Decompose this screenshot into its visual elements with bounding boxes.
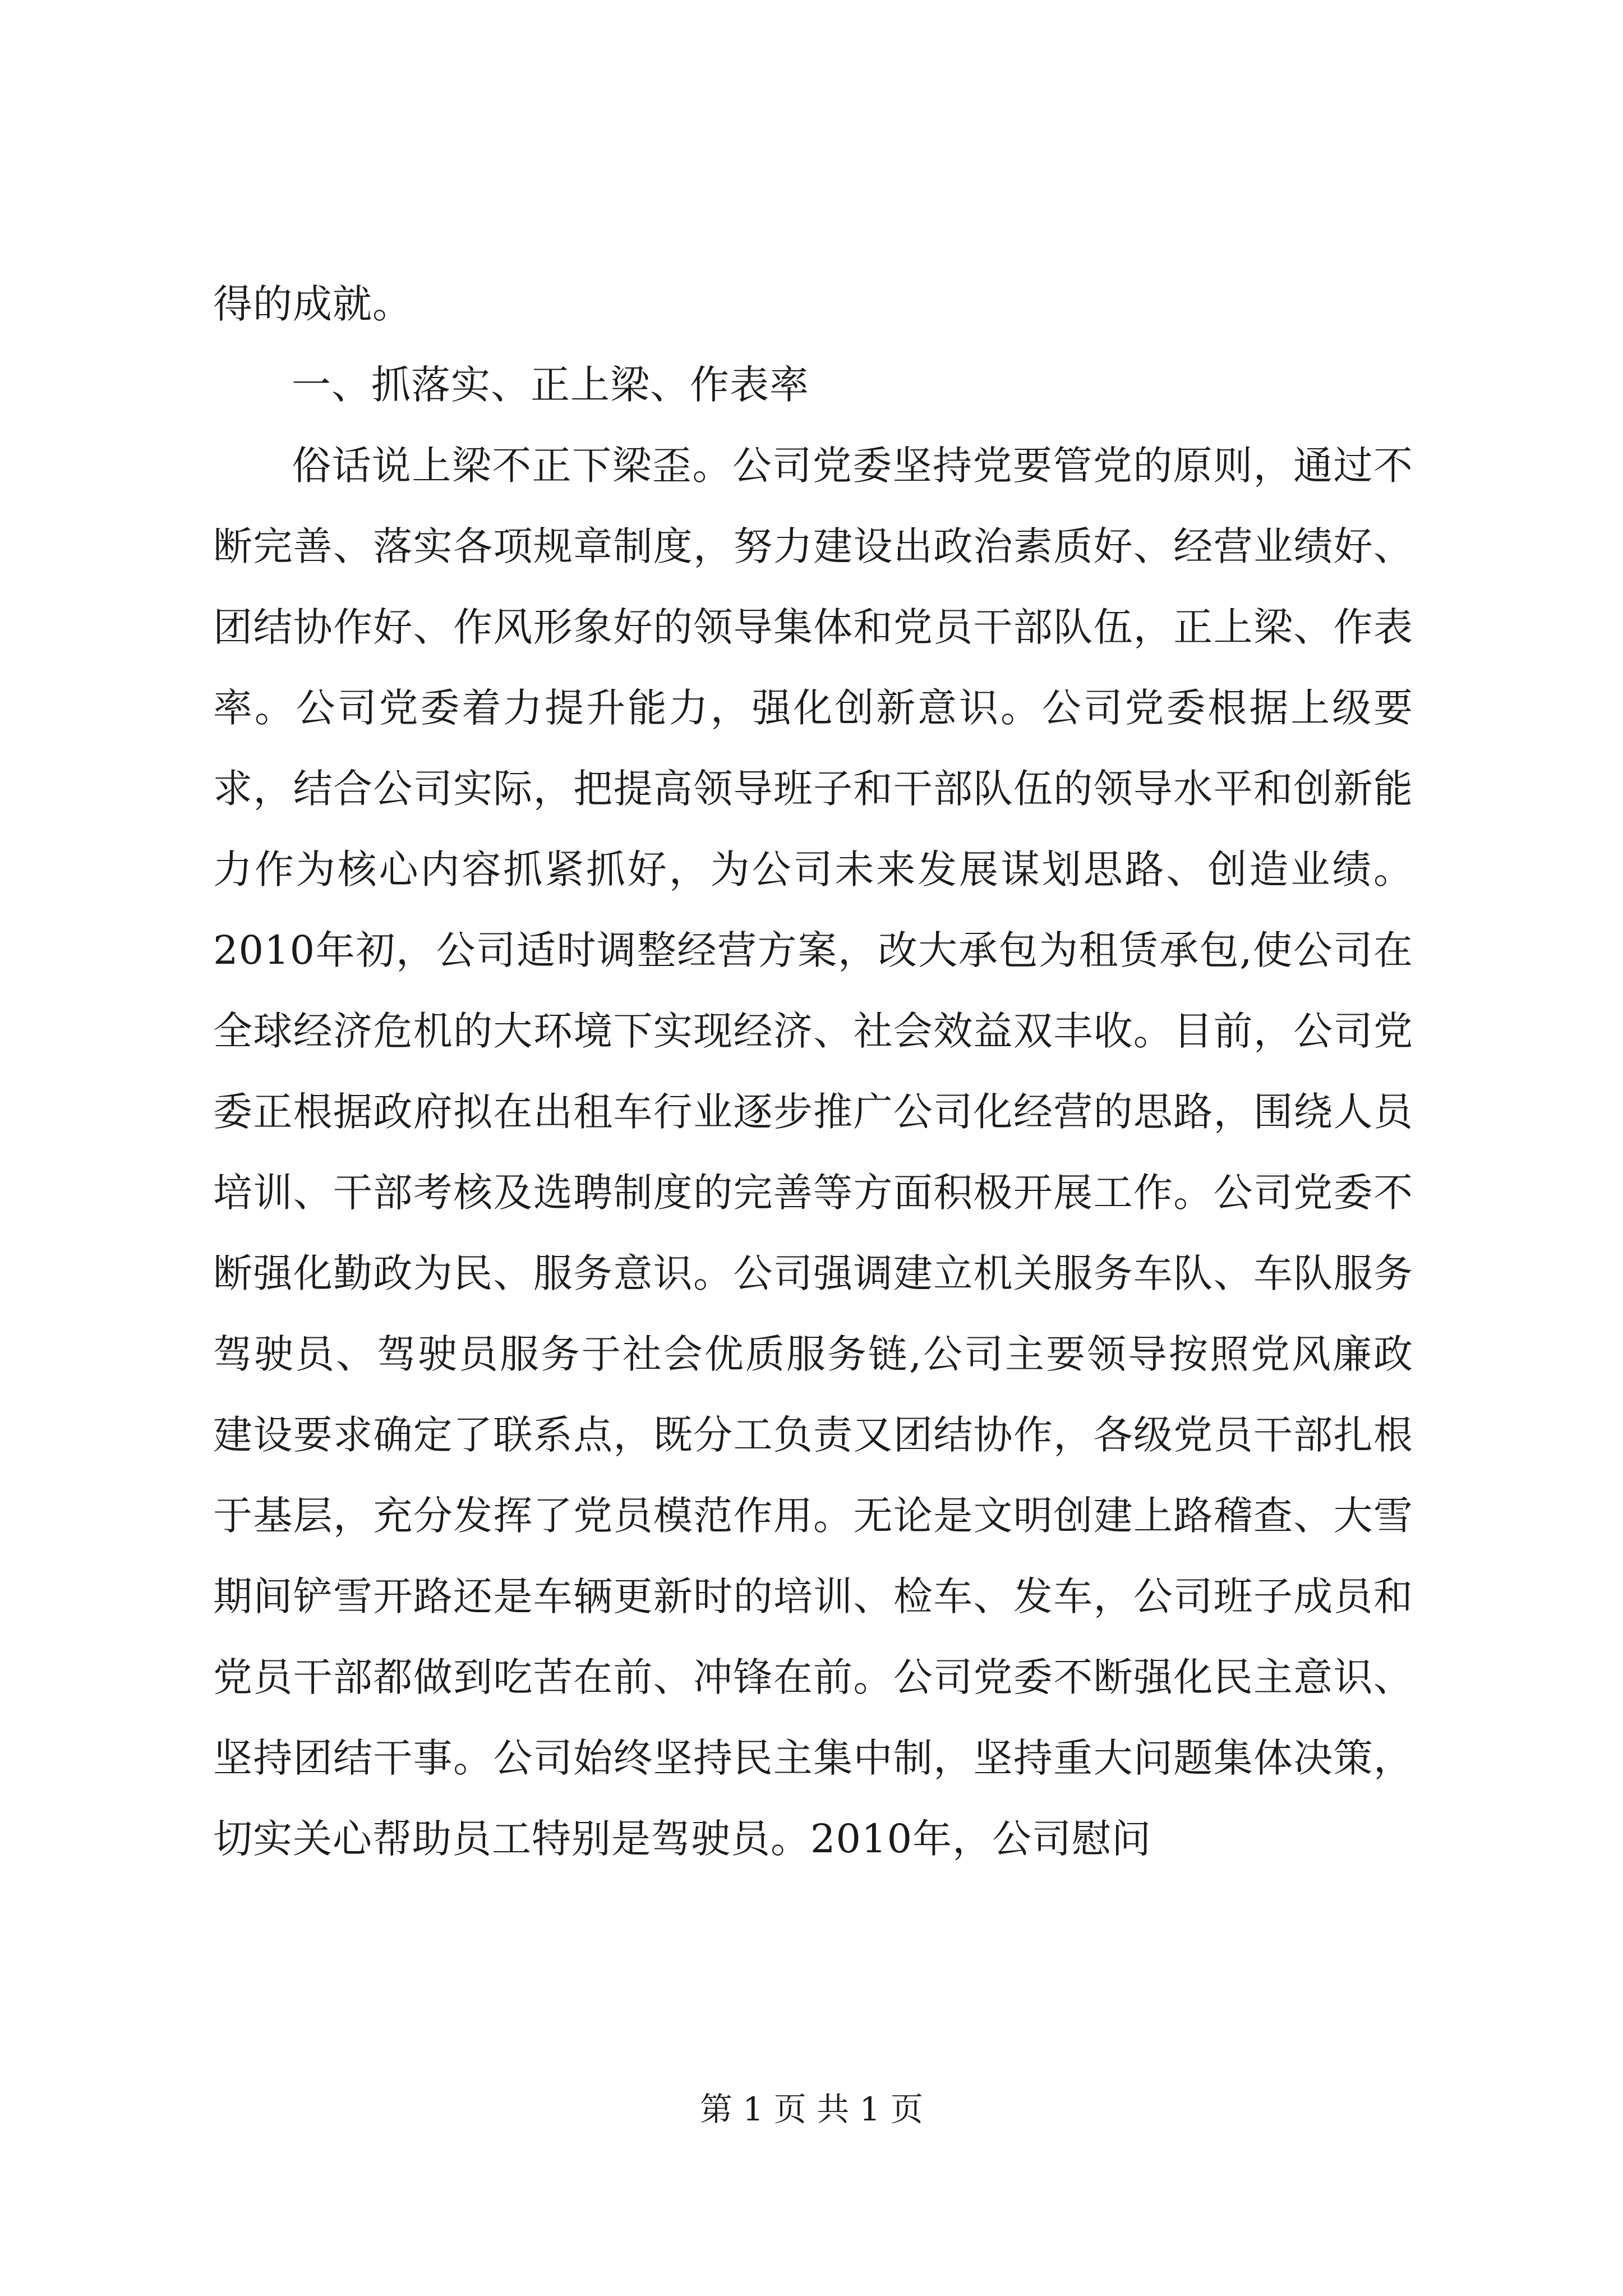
page-indicator: 第 1 页 共 1 页: [700, 2090, 923, 2128]
section-heading: 一、抓落实、正上梁、作表率: [292, 362, 809, 408]
body-paragraph: 俗话说上梁不正下梁歪。公司党委坚持党要管党的原则，通过不断完善、落实各项规章制度，努力建设出政治素质好、经营业绩好、团结协作好、作风形象好的领导集体和党员干部队伍，正上梁、作表率。公司党委着力提升能力，强化创新意识。公司党委根据上级要求，结合公司实际，把提高领导班子和干部队伍的领导水平和创新能力作为核心内容抓紧抓好，为公司未来发展谋划思路、创造业绩。2010年初，公司适时调整经营方案，改大承包为租赁承包,使公司在全球经济危机的大环境下实现经济、社会效益双丰收。目前，公司党委正根据政府拟在出租车行业逐步推广公司化经营的思路，围绕人员培训、干部考核及选聘制度的完善等方面积极开展工作。公司党委不断强化勤政为民、服务意识。公司强调建立机关服务车队、车队服务驾驶员、驾驶员服务于社会优质服务链,公司主要领导按照党风廉政建设要求确定了联系点，既分工负责又团结协作，各级党员干部扎根于基层，充分发挥了党员模范作用。无论是文明创建上路稽查、大雪期间铲雪开路还是车辆更新时的培训、检车、发车，公司班子成员和党员干部都做到吃苦在前、冲锋在前。公司党委不断强化民主意识、坚持团结干事。公司始终坚持民主集中制，坚持重大问题集体决策，切实关心帮助员工特别是驾驶员。2010年，公司慰问: [213, 443, 1413, 1862]
lead-fragment: 得的成就。: [213, 281, 412, 327]
document-body: [213, 264, 1413, 1879]
page-footer: [0, 2087, 1623, 2132]
